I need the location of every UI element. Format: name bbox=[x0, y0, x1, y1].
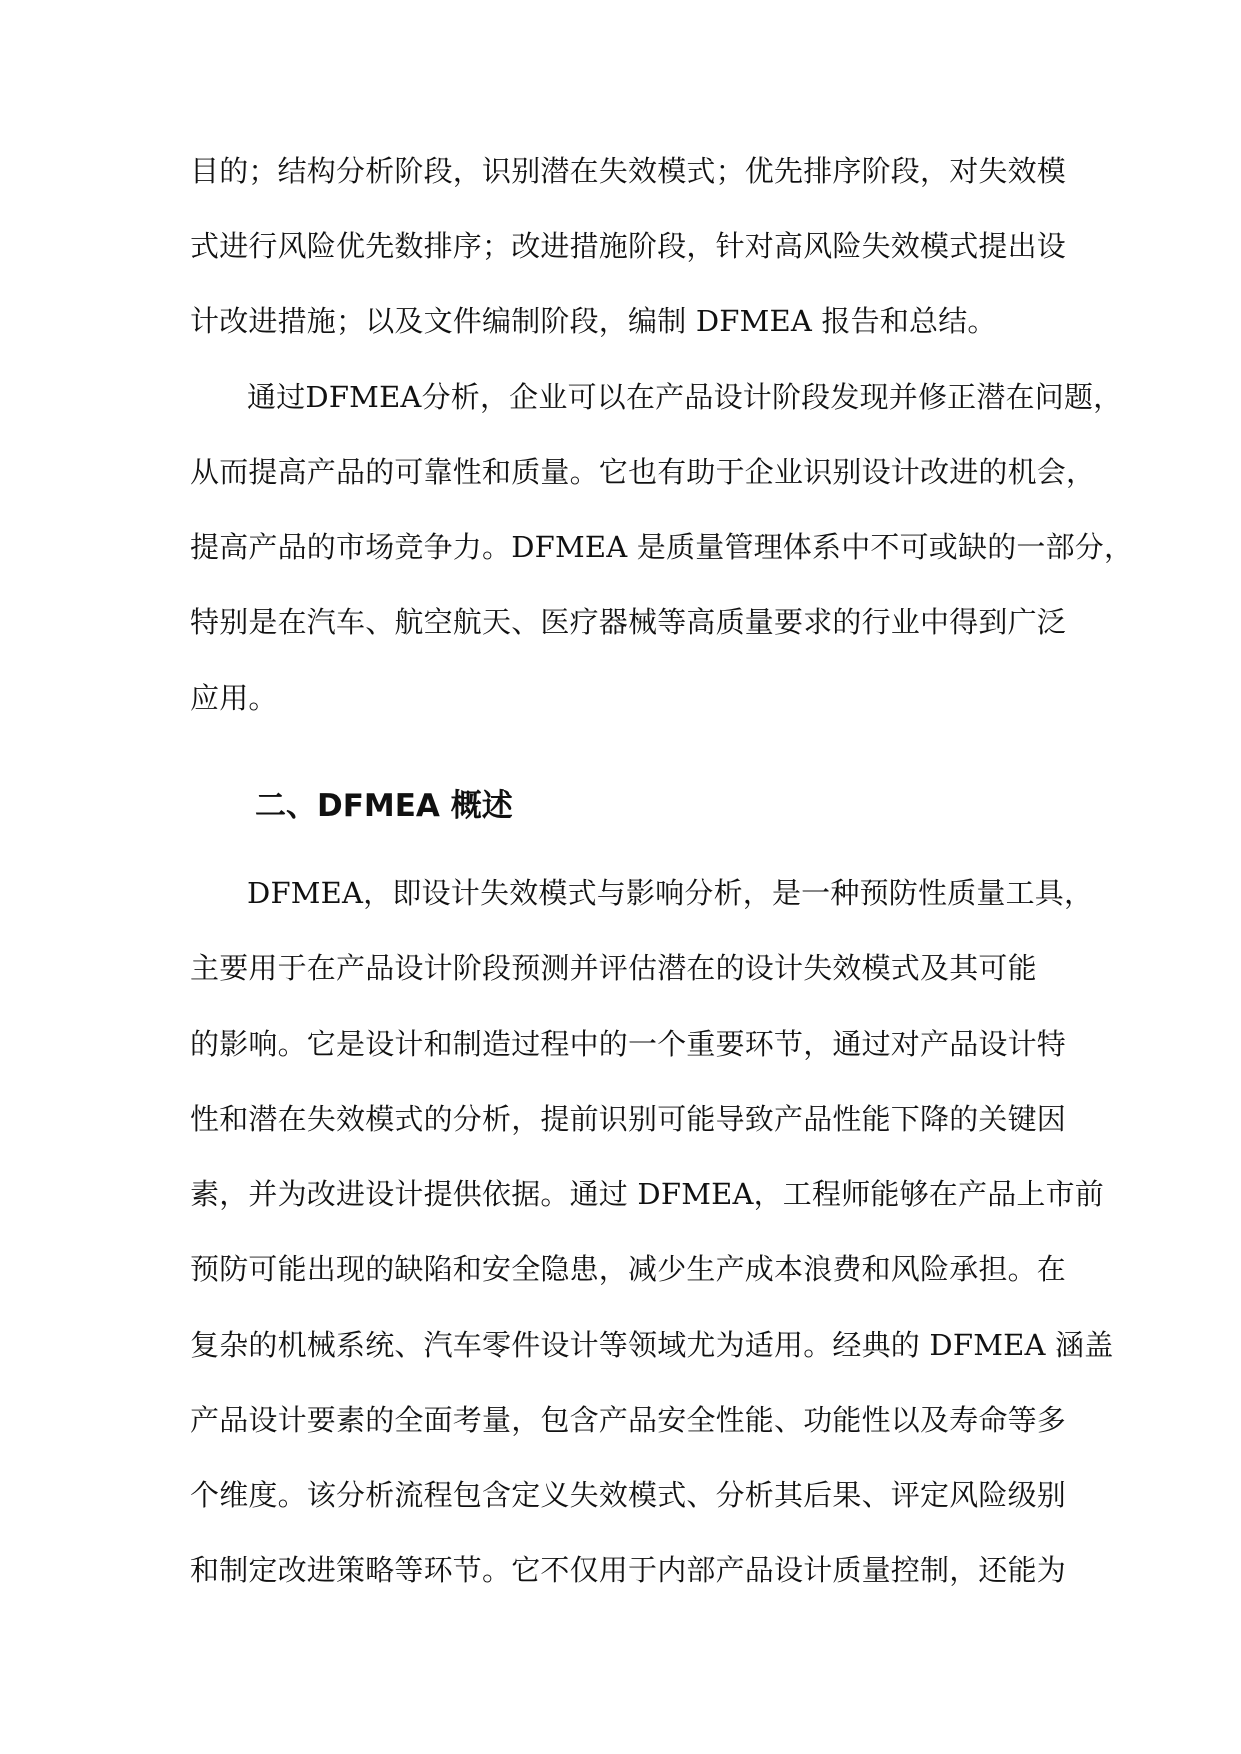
paragraph1-line-1: 目的；结构分析阶段，识别潜在失效模式；优先排序阶段，对失效模 bbox=[190, 154, 1067, 188]
paragraph3-line-6: 预防可能出现的缺陷和安全隐患，减少生产成本浪费和风险承担。在 bbox=[190, 1252, 1067, 1286]
paragraph2-line-4: 特别是在汽车、航空航天、医疗器械等高质量要求的行业中得到广泛 bbox=[190, 605, 1067, 639]
paragraph2-line-2: 从而提高产品的可靠性和质量。它也有助于企业识别设计改进的机会， bbox=[190, 455, 1096, 489]
paragraph3-line-7: 复杂的机械系统、汽车零件设计等领域尤为适用。经典的 DFMEA 涵盖 bbox=[190, 1328, 1114, 1362]
paragraph1-line-2: 式进行风险优先数排序；改进措施阶段，针对高风险失效模式提出设 bbox=[190, 229, 1067, 263]
paragraph3-line-8: 产品设计要素的全面考量，包含产品安全性能、功能性以及寿命等多 bbox=[190, 1403, 1067, 1437]
paragraph3-line-10: 和制定改进策略等环节。它不仅用于内部产品设计质量控制，还能为 bbox=[190, 1553, 1067, 1587]
paragraph1-line-3: 计改进措施；以及文件编制阶段，编制 DFMEA 报告和总结。 bbox=[190, 304, 997, 338]
paragraph3-line-5: 素，并为改进设计提供依据。通过 DFMEA，工程师能够在产品上市前 bbox=[190, 1177, 1104, 1211]
paragraph2-line-3: 提高产品的市场竞争力。DFMEA 是质量管理体系中不可或缺的一部分， bbox=[190, 530, 1134, 564]
paragraph3-line-9: 个维度。该分析流程包含定义失效模式、分析其后果、评定风险级别 bbox=[190, 1478, 1067, 1512]
paragraph2-line-1: 通过DFMEA分析，企业可以在产品设计阶段发现并修正潜在问题， bbox=[247, 380, 1123, 414]
paragraph3-line-1: DFMEA，即设计失效模式与影响分析，是一种预防性质量工具， bbox=[247, 876, 1094, 910]
paragraph3-line-2: 主要用于在产品设计阶段预测并评估潜在的设计失效模式及其可能 bbox=[190, 951, 1037, 985]
paragraph3-line-4: 性和潜在失效模式的分析，提前识别可能导致产品性能下降的关键因 bbox=[190, 1102, 1067, 1136]
paragraph3-line-3: 的影响。它是设计和制造过程中的一个重要环节，通过对产品设计特 bbox=[190, 1027, 1067, 1061]
section-heading: 二、DFMEA 概述 bbox=[255, 788, 513, 824]
paragraph2-line-5: 应用。 bbox=[190, 681, 278, 715]
